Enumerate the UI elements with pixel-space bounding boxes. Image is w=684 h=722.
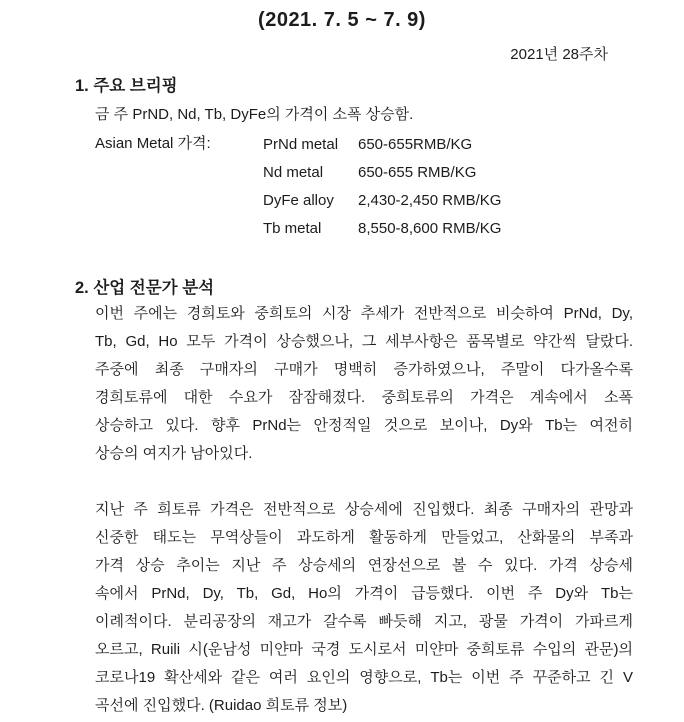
paragraph-line: 상승하고 있다. 향후 PrNd는 안정적일 것으로 보이나, Dy와 Tb는 여전히 [95,417,633,434]
price-item: PrNd metal [263,135,339,153]
paragraph-line: 이번 주에는 경희토와 중희토의 시장 추세가 전반적으로 비슷하여 PrNd, Dy, [95,305,633,322]
price-item: Tb metal [263,219,322,237]
price-value: 8,550-8,600 RMB/KG [358,219,502,237]
section1-heading: 1. 주요 브리핑 [75,77,178,95]
document-title: (2021. 7. 5 ~ 7. 9) [258,9,426,31]
paragraph-line: 경희토류에 대한 수요가 잠잠해졌다. 중희토류의 가격은 계속에서 소폭 [95,389,633,406]
price-row [263,214,501,242]
paragraph-line: 오르고, Ruili 시(운남성 미얀마 국경 도시로서 미얀마 중희토류 수입의 관문)의 [95,641,633,658]
price-rows [263,130,501,242]
paragraph-line: 속에서 PrNd, Dy, Tb, Gd, Ho의 가격이 급등했다. 이번 주 Dy와 Tb는 [95,585,633,602]
price-item: Nd metal [263,163,324,181]
price-item: DyFe alloy [263,191,334,209]
price-row [263,130,501,158]
paragraph-line: 코로나19 확산세와 같은 여러 요인의 영향으로, Tb는 이번 주 꾸준하고 긴 V [95,669,633,686]
paragraph-line: 주중에 최종 구매자의 구매가 명백히 증가하였으나, 주말이 다가올수록 [95,361,633,378]
price-row [263,186,501,214]
paragraph-line: 신중한 태도는 무역상들이 과도하게 활동하게 만들었고, 산화물의 부족과 [95,529,633,546]
price-value: 2,430-2,450 RMB/KG [358,191,502,209]
paragraph-line: Tb, Gd, Ho 모두 가격이 상승했으나, 그 세부사항은 품목별로 약간씩 달랐다. [95,333,633,350]
analysis-paragraph-2 [95,496,633,720]
price-row [263,158,501,186]
price-value: 650-655 RMB/KG [358,163,477,181]
paragraph-line: 이례적이다. 분리공장의 재고가 갈수록 빠듯해 지고, 광물 가격이 가파르게 [95,613,633,630]
paragraph-line: 지난 주 희토류 가격은 전반적으로 상승세에 진입했다. 최종 구매자의 관망과 [95,501,633,518]
price-value: 650-655RMB/KG [358,135,473,153]
section2-heading: 2. 산업 전문가 분석 [75,279,215,297]
analysis-paragraph-1 [95,300,633,468]
price-table [95,130,501,242]
section1-intro: 금 주 PrND, Nd, Tb, DyFe의 가격이 소폭 상승함. [95,106,414,123]
paragraph-line: 곡선에 진입했다. (Ruidao 희토류 정보) [95,697,348,714]
paragraph-line: 상승의 여지가 남아있다. [95,445,253,462]
paragraph-line: 가격 상승 추이는 지난 주 상승세의 연장선으로 볼 수 있다. 가격 상승세 [95,557,633,574]
price-source-label: Asian Metal 가격: [95,135,211,152]
week-label: 2021년 28주차 [510,46,608,63]
